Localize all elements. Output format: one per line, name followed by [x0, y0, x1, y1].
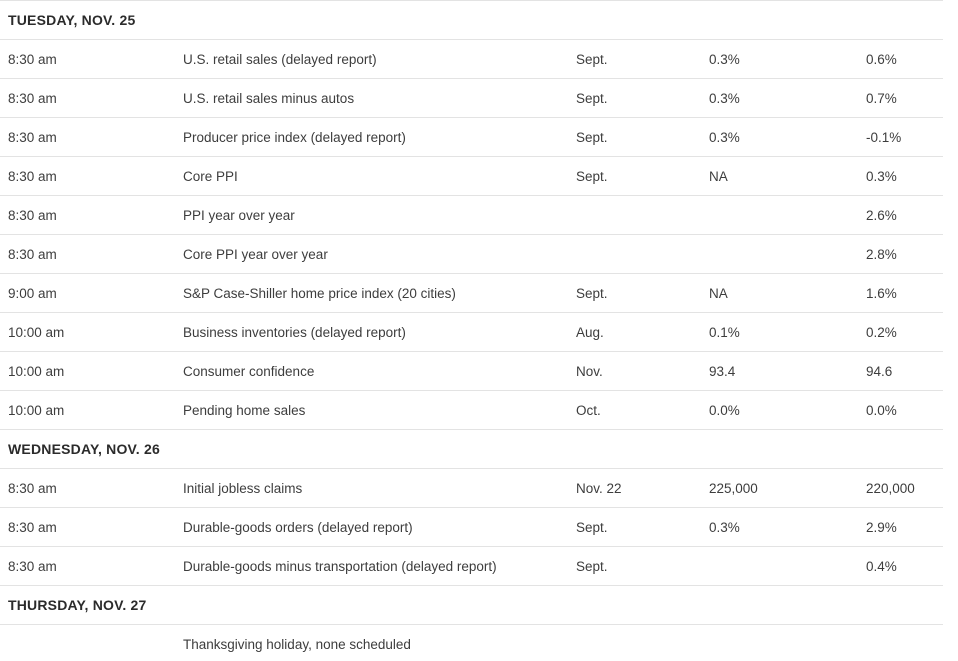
cell-previous: -0.1%	[866, 129, 902, 145]
cell-forecast: NA	[709, 168, 728, 184]
cell-time: 8:30 am	[8, 51, 57, 67]
cell-forecast: 0.3%	[709, 90, 740, 106]
cell-report: PPI year over year	[183, 207, 295, 223]
cell-forecast: 0.3%	[709, 51, 740, 67]
cell-previous: 0.6%	[866, 51, 897, 67]
cell-period: Nov. 22	[576, 480, 622, 496]
cell-period: Oct.	[576, 402, 601, 418]
cell-report: Core PPI year over year	[183, 246, 328, 262]
cell-period: Sept.	[576, 51, 608, 67]
cell-report: Business inventories (delayed report)	[183, 324, 406, 340]
table-row	[0, 79, 943, 118]
cell-period: Aug.	[576, 324, 604, 340]
cell-report: Core PPI	[183, 168, 238, 184]
cell-report: Producer price index (delayed report)	[183, 129, 406, 145]
cell-period: Sept.	[576, 558, 608, 574]
table-row	[0, 235, 943, 274]
cell-time: 8:30 am	[8, 246, 57, 262]
table-row	[0, 547, 943, 586]
table-row	[0, 469, 943, 508]
cell-time: 10:00 am	[8, 363, 65, 379]
cell-report: S&P Case-Shiller home price index (20 cities)	[183, 285, 456, 301]
table-row	[0, 274, 943, 313]
cell-forecast: 0.1%	[709, 324, 740, 340]
cell-time: 8:30 am	[8, 519, 57, 535]
table-row	[0, 508, 943, 547]
cell-period: Sept.	[576, 285, 608, 301]
cell-previous: 94.6	[866, 363, 893, 379]
table-row	[0, 118, 943, 157]
cell-previous: 0.3%	[866, 168, 897, 184]
cell-previous: 2.6%	[866, 207, 897, 223]
cell-previous: 0.4%	[866, 558, 897, 574]
cell-period: Nov.	[576, 363, 603, 379]
cell-time: 8:30 am	[8, 168, 57, 184]
section-header-label: WEDNESDAY, NOV. 26	[8, 441, 160, 457]
cell-previous: 1.6%	[866, 285, 897, 301]
cell-time: 8:30 am	[8, 90, 57, 106]
cell-report: Consumer confidence	[183, 363, 315, 379]
section-header-label: TUESDAY, NOV. 25	[8, 12, 136, 28]
cell-forecast: 225,000	[709, 480, 758, 496]
cell-time: 10:00 am	[8, 402, 65, 418]
cell-report: U.S. retail sales minus autos	[183, 90, 355, 106]
cell-period: Sept.	[576, 519, 608, 535]
cell-report: Durable-goods orders (delayed report)	[183, 519, 413, 535]
cell-time: 8:30 am	[8, 207, 57, 223]
cell-previous: 220,000	[866, 480, 915, 496]
cell-report: Pending home sales	[183, 402, 306, 418]
cell-report: Initial jobless claims	[183, 480, 303, 496]
cell-previous: 0.0%	[866, 402, 897, 418]
table-row	[0, 313, 943, 352]
cell-forecast: NA	[709, 285, 728, 301]
cell-time: 9:00 am	[8, 285, 57, 301]
cell-forecast: 0.0%	[709, 402, 740, 418]
table-row	[0, 352, 943, 391]
cell-time: 8:30 am	[8, 480, 57, 496]
cell-report: U.S. retail sales (delayed report)	[183, 51, 377, 67]
cell-previous: 2.9%	[866, 519, 897, 535]
section-header-label: THURSDAY, NOV. 27	[8, 597, 147, 613]
cell-previous: 0.7%	[866, 90, 897, 106]
table-row	[0, 40, 943, 79]
cell-time: 8:30 am	[8, 558, 57, 574]
cell-period: Sept.	[576, 168, 608, 184]
table-row	[0, 625, 943, 661]
table-row	[0, 157, 943, 196]
cell-forecast: 0.3%	[709, 519, 740, 535]
cell-period: Sept.	[576, 90, 608, 106]
table-row	[0, 391, 943, 430]
cell-forecast: 0.3%	[709, 129, 740, 145]
table-row	[0, 196, 943, 235]
cell-period: Sept.	[576, 129, 608, 145]
section-header-row	[0, 586, 943, 625]
cell-previous: 0.2%	[866, 324, 897, 340]
cell-previous: 2.8%	[866, 246, 897, 262]
cell-forecast: 93.4	[709, 363, 736, 379]
cell-time: 10:00 am	[8, 324, 65, 340]
cell-report: Durable-goods minus transportation (delayed report)	[183, 558, 497, 574]
cell-report: Thanksgiving holiday, none scheduled	[183, 636, 411, 652]
section-header-row	[0, 430, 943, 469]
cell-time: 8:30 am	[8, 129, 57, 145]
section-header-row	[0, 1, 943, 40]
